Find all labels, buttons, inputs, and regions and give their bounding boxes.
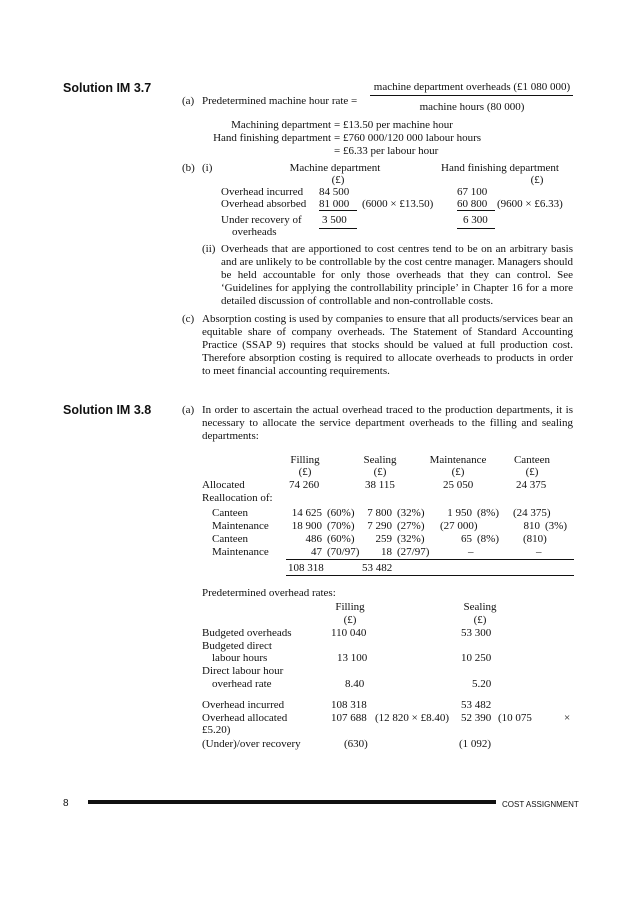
row-overhead-absorbed: Overhead absorbed xyxy=(221,198,307,210)
budgeted-overheads-label: Budgeted overheads xyxy=(202,627,292,639)
table-cell: (3%) xyxy=(545,520,567,532)
table-cell: (27 000) xyxy=(440,520,478,532)
col-header-canteen: Canteen xyxy=(513,454,551,466)
recovery-filling: (630) xyxy=(344,738,368,750)
col-header-hand: Hand finishing department xyxy=(441,162,559,174)
machine-absorbed: 81 000 xyxy=(319,198,350,210)
part-c-text: Absorption costing is used by companies to ensure that all products/services bear an equitable share of company overheads. The Statement of Standard Accounting Practice (SSAP 9) requires that stocks should be valued at full production cost. Therefore absorption costing is required to allocate overheads to products in order to meet financial accounting requirements. xyxy=(202,313,573,377)
table-cell: (810) xyxy=(523,533,547,545)
subtotal-rule-machine xyxy=(319,210,357,211)
table-cell: 38 115 xyxy=(365,479,395,491)
table-row-label: Canteen xyxy=(212,507,249,519)
machine-absorbed-note: (6000 × £13.50) xyxy=(362,198,434,210)
table-cell: (60%) xyxy=(327,507,355,519)
table-cell: (27/97) xyxy=(397,546,430,558)
machine-under: 3 500 xyxy=(322,214,347,226)
budgeted-direct-label: Budgeted direct xyxy=(202,640,272,652)
ohr-sealing: 5.20 xyxy=(472,678,492,690)
col-header-machine: Machine department xyxy=(289,162,381,174)
part-bii-label: (ii) xyxy=(202,243,216,255)
budgeted-overheads-sealing: 53 300 xyxy=(461,627,492,639)
hand-finishing-rate: = £6.33 per labour hour xyxy=(334,145,439,157)
table-cell: 18 xyxy=(381,546,392,558)
table-row-label: Maintenance xyxy=(212,546,269,558)
part-bi-label: (i) xyxy=(202,162,213,174)
table-cell: 1 950 xyxy=(447,507,472,519)
table-cell: 25 050 xyxy=(443,479,474,491)
dlh-label: Direct labour hour xyxy=(202,665,284,677)
part-b-label: (b) xyxy=(182,162,195,174)
footer-rule xyxy=(88,800,496,804)
overhead-allocated-filling: 107 688 xyxy=(331,712,367,724)
part-a-label: (a) xyxy=(182,404,195,416)
row-under-recovery: Under recovery of xyxy=(221,214,302,226)
table-cell: 65 xyxy=(461,533,472,545)
col-header-maintenance: Maintenance xyxy=(429,454,487,466)
recovery-label: (Under)/over recovery xyxy=(202,738,301,750)
table-cell: (24 375) xyxy=(513,507,551,519)
table-cell: (32%) xyxy=(397,533,425,545)
overhead-incurred-filling: 108 318 xyxy=(331,699,367,711)
row-under-recovery-cont: overheads xyxy=(232,226,277,238)
unit-filling: (£) xyxy=(298,466,312,478)
total-sealing: 53 482 xyxy=(362,562,393,574)
subtotal-rule-hand xyxy=(457,210,495,211)
unit-machine: (£) xyxy=(331,174,345,186)
table-row-label: Canteen xyxy=(212,533,249,545)
unit-hand: (£) xyxy=(530,174,544,186)
table-cell: 7 290 xyxy=(367,520,392,532)
hand-absorbed: 60 800 xyxy=(457,198,488,210)
labour-hours-label: labour hours xyxy=(212,652,268,664)
ohr-label: overhead rate xyxy=(212,678,272,690)
table-subtotal-rule xyxy=(286,559,574,560)
fraction-numerator: machine department overheads (£1 080 000) xyxy=(373,81,571,93)
machine-incurred: 84 500 xyxy=(319,186,350,198)
table-row-label: Maintenance xyxy=(212,520,269,532)
machining-dept-label: Machining department xyxy=(231,119,331,131)
unit-canteen: (£) xyxy=(525,466,539,478)
multiply-sign: × xyxy=(564,712,571,724)
hand-finishing-calc: = £760 000/120 000 labour hours xyxy=(334,132,482,144)
recovery-sealing: (1 092) xyxy=(459,738,492,750)
fraction-bar xyxy=(370,95,573,96)
overhead-allocated-sealing-note: (10 075 xyxy=(498,712,532,724)
table-cell: (70%) xyxy=(327,520,355,532)
overhead-incurred-label: Overhead incurred xyxy=(202,699,285,711)
table-cell: – xyxy=(468,546,474,558)
overhead-allocated-sealing: 52 390 xyxy=(461,712,492,724)
footer-section-title: COST ASSIGNMENT xyxy=(502,800,579,809)
hand-under: 6 300 xyxy=(463,214,488,226)
table-cell: (70/97) xyxy=(327,546,360,558)
overhead-incurred-sealing: 53 482 xyxy=(461,699,492,711)
labour-hours-filling: 13 100 xyxy=(337,652,368,664)
hand-incurred: 67 100 xyxy=(457,186,488,198)
rates-unit-sealing: (£) xyxy=(473,614,487,626)
table-cell: 486 xyxy=(305,533,322,545)
machining-dept-rate: = £13.50 per machine hour xyxy=(334,119,453,131)
solution-heading-3-7: Solution IM 3.7 xyxy=(63,81,152,95)
table-row-label: Allocated xyxy=(202,479,245,491)
table-cell: (32%) xyxy=(397,507,425,519)
table-cell: 259 xyxy=(375,533,392,545)
col-header-sealing: Sealing xyxy=(363,454,397,466)
part-a-text: In order to ascertain the actual overhead traced to the production departments, it is necessary to allocate the service department overheads to the filling and sealing departments: xyxy=(202,404,573,442)
table-cell: 47 xyxy=(311,546,322,558)
total-rule-hand xyxy=(457,228,495,229)
table-cell: 14 625 xyxy=(291,507,322,519)
table-cell: 74 260 xyxy=(289,479,320,491)
rates-title: Predetermined overhead rates: xyxy=(202,587,336,599)
row-overhead-incurred: Overhead incurred xyxy=(221,186,304,198)
rates-col-filling: Filling xyxy=(335,601,365,613)
rate-formula-label: Predetermined machine hour rate = xyxy=(202,95,358,107)
total-filling: 108 318 xyxy=(288,562,324,574)
table-cell: 810 xyxy=(523,520,540,532)
overhead-allocated-wrap: £5.20) xyxy=(202,724,231,736)
col-header-filling: Filling xyxy=(290,454,320,466)
table-cell: (60%) xyxy=(327,533,355,545)
table-cell: 18 900 xyxy=(291,520,322,532)
part-a-label: (a) xyxy=(182,95,195,107)
table-cell: (8%) xyxy=(477,507,499,519)
table-cell: (27%) xyxy=(397,520,425,532)
hand-finishing-label: Hand finishing department xyxy=(213,132,331,144)
solution-heading-3-8: Solution IM 3.8 xyxy=(63,403,152,417)
part-bii-text: Overheads that are apportioned to cost centres tend to be on an arbitrary basis and are unlikely to be controllable by the cost centre manager. Managers should be held accountable for only those overheads that they can control. See ‘Guidelines for applying the controllability principle’ in Chapter 16 for a more detailed discussion of controllable and non-controllable costs. xyxy=(221,243,573,307)
labour-hours-sealing: 10 250 xyxy=(461,652,492,664)
page-number: 8 xyxy=(63,798,69,809)
fraction-denominator: machine hours (80 000) xyxy=(419,101,525,113)
unit-maintenance: (£) xyxy=(451,466,465,478)
table-cell: – xyxy=(536,546,542,558)
budgeted-overheads-filling: 110 040 xyxy=(331,627,367,639)
table-cell: 7 800 xyxy=(367,507,392,519)
part-c-label: (c) xyxy=(182,313,195,325)
table-cell: (8%) xyxy=(477,533,499,545)
hand-absorbed-note: (9600 × £6.33) xyxy=(497,198,563,210)
ohr-filling: 8.40 xyxy=(345,678,365,690)
rates-unit-filling: (£) xyxy=(343,614,357,626)
table-total-rule xyxy=(286,575,574,576)
table-row-label: Reallocation of: xyxy=(202,492,273,504)
unit-sealing: (£) xyxy=(373,466,387,478)
overhead-allocated-filling-note: (12 820 × £8.40) xyxy=(375,712,450,724)
rates-col-sealing: Sealing xyxy=(463,601,497,613)
table-cell: 24 375 xyxy=(516,479,547,491)
total-rule-machine xyxy=(319,228,357,229)
overhead-allocated-label: Overhead allocated xyxy=(202,712,288,724)
